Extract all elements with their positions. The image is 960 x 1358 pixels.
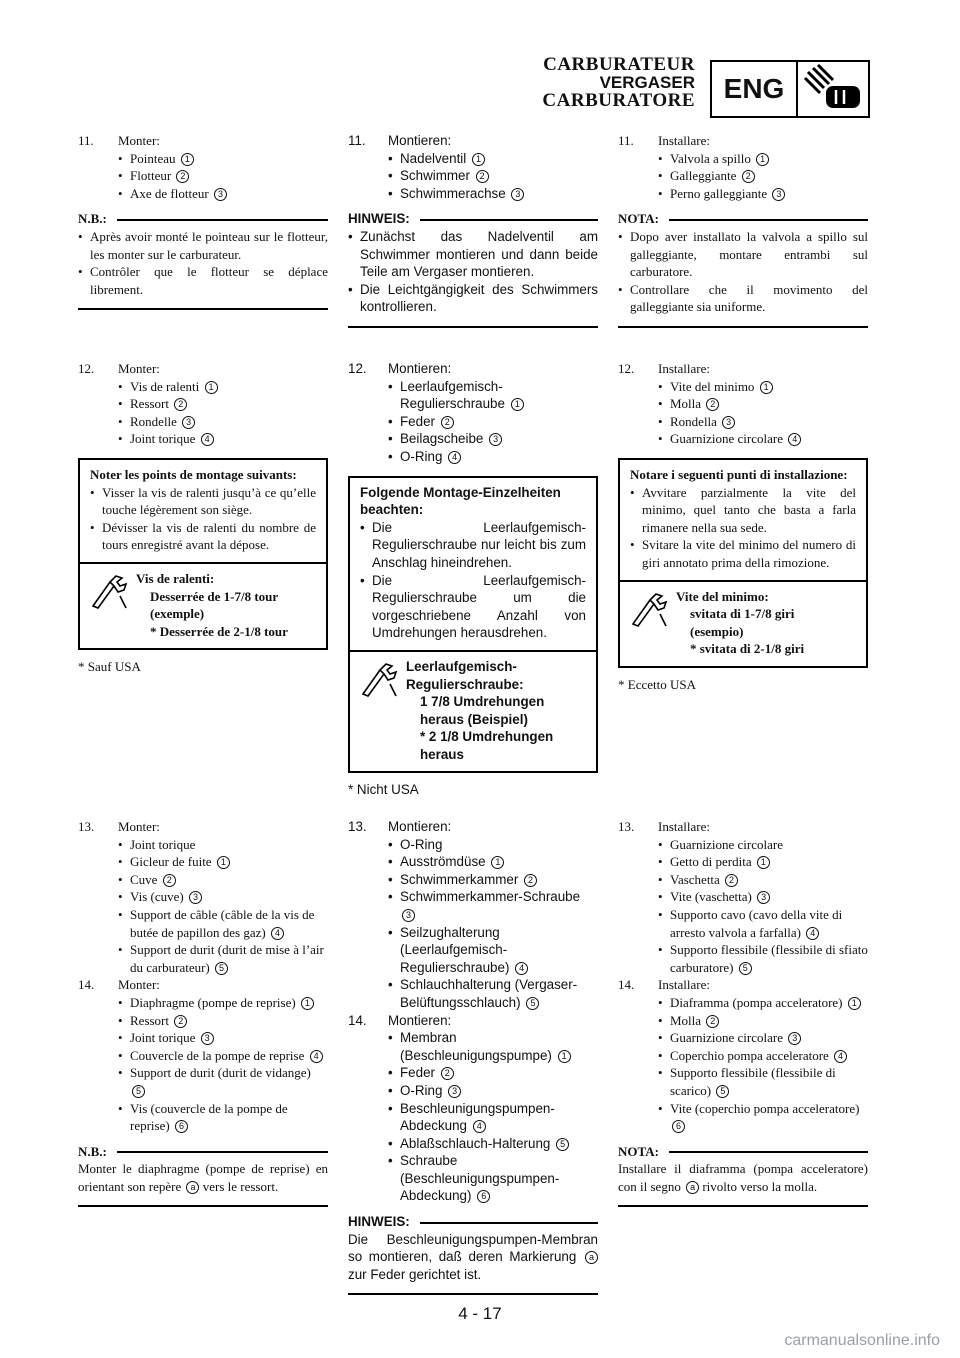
part-item <box>388 924 598 977</box>
spec-line: * Desserrée de 2-1/8 tour <box>150 623 288 639</box>
step-number: 11. <box>348 133 366 148</box>
part-item <box>388 167 598 185</box>
part-ref-number: 2 <box>725 874 738 887</box>
part-ref-number: 2 <box>163 874 176 887</box>
parts-list <box>658 150 868 203</box>
box-item: • Dévisser la vis de ralenti du nombre de tours enregistré avant la dépose. <box>90 519 316 554</box>
procedure-box <box>618 458 868 668</box>
part-ref-number: 6 <box>672 1120 685 1133</box>
spec-title: Vite del minimo: <box>676 588 769 604</box>
part-item <box>388 448 598 466</box>
step-title: Monter: <box>118 361 160 376</box>
part-item <box>388 150 598 168</box>
note-header <box>348 210 598 228</box>
part-ref-number: 4 <box>201 433 214 446</box>
part-name: O-Ring <box>400 448 443 464</box>
part-ref-number: 2 <box>441 416 454 429</box>
part-name: Supporto flessibile (flessibile di sfiato carburatore) <box>670 942 868 975</box>
part-item <box>118 1029 328 1047</box>
part-item <box>658 836 868 854</box>
parts-list <box>658 994 868 1135</box>
step-number: 13. <box>348 819 367 834</box>
part-ref-number: 1 <box>472 153 485 166</box>
part-ref-number: 3 <box>201 1032 214 1045</box>
part-ref-number: 3 <box>722 416 735 429</box>
spec-title: Leerlaufgemisch-Regulierschraube: <box>406 658 524 692</box>
note-item: • Zunächst das Nadelventil am Schwimmer montieren und dann beide Teile am Vergaser montieren. <box>348 228 598 281</box>
note-label: NOTA: <box>618 211 659 227</box>
part-ref-number: 2 <box>524 874 537 887</box>
page-number: 4 - 17 <box>458 1304 502 1323</box>
part-item <box>658 378 868 396</box>
part-ref-number: 1 <box>491 856 504 869</box>
parts-list <box>388 836 598 1012</box>
note-item: • Controllare che il movimento del galleggiante sia uniforme. <box>618 281 868 316</box>
part-name: Vis (couvercle de la pompe de reprise) <box>130 1100 288 1134</box>
mark-ref: a <box>585 1251 598 1264</box>
step-number: 12. <box>618 361 635 376</box>
part-ref-number: 3 <box>182 416 195 429</box>
title-it: CARBURATORE <box>542 90 695 111</box>
spec-text <box>136 570 288 640</box>
step-number: 12. <box>348 361 367 376</box>
part-name: Perno galleggiante <box>670 185 768 201</box>
part-ref-number: 4 <box>515 962 528 975</box>
part-name: Molla <box>670 396 702 412</box>
step-title: Montieren: <box>388 819 452 834</box>
part-item <box>388 836 598 854</box>
note-list <box>348 228 598 316</box>
spec-row <box>350 650 596 772</box>
part-item <box>658 888 868 906</box>
part-item <box>388 1135 598 1153</box>
parts-list <box>118 836 328 977</box>
part-name: Vite (coperchio pompa acceleratore) <box>670 1100 860 1116</box>
part-item <box>118 413 328 431</box>
spec-line: * 2 1/8 Umdrehungen heraus <box>420 729 554 762</box>
part-ref-number: 2 <box>176 170 189 183</box>
part-item <box>658 1100 868 1135</box>
part-name: Pointeau <box>130 150 176 166</box>
note-label: HINWEIS: <box>348 211 410 227</box>
part-name: Leerlaufgemisch-Regulierschraube <box>400 378 505 412</box>
note-end-rule <box>348 326 598 328</box>
part-ref-number: 3 <box>757 891 770 904</box>
part-name: Support de câble (câble de la vis de butée de papillon des gaz) <box>130 906 315 940</box>
part-ref-number: 1 <box>760 381 773 394</box>
step-number: 14. <box>78 977 95 993</box>
section-titles <box>542 56 695 110</box>
part-item <box>118 888 328 906</box>
spec-line: Desserrée de 1-7/8 tour <box>150 588 279 604</box>
column-german <box>348 132 598 328</box>
part-ref-number: 5 <box>215 962 228 975</box>
part-ref-number: 3 <box>402 909 415 922</box>
part-name: Schwimmerkammer-Schraube <box>400 889 581 905</box>
part-ref-number: 3 <box>448 1085 461 1098</box>
part-ref-number: 5 <box>716 1085 729 1098</box>
part-item <box>658 150 868 168</box>
part-item <box>118 378 328 396</box>
part-item <box>658 853 868 871</box>
part-item <box>658 1047 868 1065</box>
note-label: N.B.: <box>78 211 107 227</box>
part-ref-number: 2 <box>174 398 187 411</box>
part-ref-number: 2 <box>706 1015 719 1028</box>
part-item <box>658 413 868 431</box>
part-item <box>118 430 328 448</box>
part-ref-number: 1 <box>757 856 770 869</box>
part-name: Flotteur <box>130 168 172 184</box>
part-ref-number: 5 <box>526 997 539 1010</box>
procedure-box <box>348 476 598 774</box>
part-name: Schlauchhalterung (Vergaser-Belüftungsschlauch) <box>400 977 578 1010</box>
part-name: Joint torique <box>130 1030 196 1046</box>
part-item <box>388 1152 598 1205</box>
spec-text <box>406 658 590 764</box>
part-item <box>388 976 598 1011</box>
box-item: • Die Leerlaufgemisch-Regulierschraube nur leicht bis zum Anschlag hineindrehen. <box>360 519 586 572</box>
step-number: 14. <box>618 977 635 993</box>
note-item: • Contrôler que le flotteur se déplace librement. <box>78 263 328 298</box>
step-title: Montieren: <box>388 361 452 376</box>
column-french-step12 <box>78 360 328 676</box>
note-text <box>348 1231 598 1284</box>
note-item: • Après avoir monté le pointeau sur le flotteur, les monter sur le carburateur. <box>78 228 328 263</box>
note-list <box>78 228 328 298</box>
part-name: Diaframma (pompa acceleratore) <box>670 994 843 1010</box>
part-name: Ausströmdüse <box>400 854 486 870</box>
step-title: Monter: <box>118 133 160 148</box>
part-item <box>388 1082 598 1100</box>
part-ref-number: 4 <box>473 1120 486 1133</box>
part-name: Guarnizione circolare <box>670 836 783 852</box>
parts-list <box>118 378 328 448</box>
parts-list <box>388 1029 598 1205</box>
part-name: Vite del minimo <box>670 378 755 394</box>
mark-ref: a <box>186 1181 199 1194</box>
spec-title: Vis de ralenti: <box>136 570 215 586</box>
note-label: N.B.: <box>78 1143 107 1159</box>
part-item <box>118 395 328 413</box>
step-title: Installare: <box>658 819 710 834</box>
column-italian-step13 <box>618 818 868 1207</box>
part-name: Valvola a spillo <box>670 150 751 166</box>
part-name: Joint torique <box>130 836 196 852</box>
note-text-post: rivolto verso la molla. <box>702 1178 818 1194</box>
note-item: • Die Leichtgängigkeit des Schwimmers kontrollieren. <box>348 281 598 316</box>
part-ref-number: 2 <box>476 170 489 183</box>
note-header <box>78 210 328 228</box>
part-name: Supporto flessibile (flessibile di scarico) <box>670 1065 836 1098</box>
note-end-rule <box>618 1205 868 1207</box>
part-ref-number: 3 <box>189 891 202 904</box>
wrench-icon <box>84 570 136 640</box>
part-item <box>658 430 868 448</box>
part-name: Diaphragme (pompe de reprise) <box>130 994 296 1010</box>
part-ref-number: 6 <box>175 1120 188 1133</box>
part-item <box>658 994 868 1012</box>
part-ref-number: 1 <box>511 398 524 411</box>
step-number: 11. <box>618 133 634 148</box>
part-item <box>388 430 598 448</box>
part-name: Schwimmerkammer <box>400 871 519 887</box>
step-title: Monter: <box>118 819 160 834</box>
parts-list <box>388 378 598 466</box>
part-name: Vite (vaschetta) <box>670 889 752 905</box>
part-name: Galleggiante <box>670 168 737 184</box>
part-ref-number: 2 <box>706 398 719 411</box>
parts-list <box>658 836 868 977</box>
parts-list <box>118 994 328 1135</box>
part-ref-number: 3 <box>489 433 502 446</box>
step-number: 11. <box>78 133 94 148</box>
note-header <box>348 1213 598 1231</box>
step-title: Installare: <box>658 361 710 376</box>
page-header <box>540 50 870 120</box>
wrench-icon <box>624 588 676 658</box>
part-item <box>118 941 328 976</box>
step-number: 12. <box>78 361 95 376</box>
column-german-step12 <box>348 360 598 799</box>
part-name: Guarnizione circolare <box>670 1030 783 1046</box>
part-ref-number: 4 <box>788 433 801 446</box>
part-ref-number: 5 <box>556 1138 569 1151</box>
part-item <box>118 853 328 871</box>
note-header <box>618 210 868 228</box>
note-end-rule <box>348 1293 598 1295</box>
step-title: Installare: <box>658 977 710 993</box>
part-item <box>388 1029 598 1064</box>
note-label: NOTA: <box>618 1143 659 1159</box>
part-item <box>118 1047 328 1065</box>
part-name: Membran (Beschleunigungspumpe) <box>400 1030 552 1063</box>
engine-piston-icon <box>798 62 868 116</box>
part-name: Coperchio pompa acceleratore <box>670 1047 829 1063</box>
part-name: Molla <box>670 1012 702 1028</box>
spec-line: 1 7/8 Umdrehungen heraus (Beispiel) <box>420 694 545 727</box>
part-item <box>118 1064 328 1099</box>
part-name: Ressort <box>130 1012 169 1028</box>
part-ref-number: 4 <box>448 451 461 464</box>
note-list <box>618 228 868 316</box>
part-item <box>658 871 868 889</box>
part-item <box>388 413 598 431</box>
part-item <box>658 1012 868 1030</box>
part-item <box>658 906 868 941</box>
part-ref-number: 1 <box>181 153 194 166</box>
part-name: Cuve <box>130 871 158 887</box>
note-end-rule <box>78 308 328 310</box>
step-number: 13. <box>618 819 635 834</box>
part-ref-number: 2 <box>742 170 755 183</box>
step-11 <box>78 132 328 202</box>
part-name: Vaschetta <box>670 871 720 887</box>
part-name: Beschleunigungspumpen-Abdeckung <box>400 1100 555 1134</box>
part-name: Vis (cuve) <box>130 889 184 905</box>
part-ref-number: 4 <box>310 1050 323 1063</box>
part-item <box>658 167 868 185</box>
spec-line: * svitata di 2-1/8 giri <box>690 641 805 657</box>
spec-text <box>676 588 804 658</box>
parts-list <box>118 150 328 203</box>
note-text-post: vers le ressort. <box>202 1178 279 1194</box>
part-ref-number: 1 <box>301 997 314 1010</box>
part-item <box>658 395 868 413</box>
step-title: Monter: <box>118 977 160 993</box>
mark-ref: a <box>686 1181 699 1194</box>
part-item <box>658 1064 868 1099</box>
part-ref-number: 1 <box>205 381 218 394</box>
part-ref-number: 1 <box>848 997 861 1010</box>
column-italian <box>618 132 868 328</box>
note-header <box>78 1143 328 1161</box>
spec-row <box>80 562 326 648</box>
column-french-step13 <box>78 818 328 1207</box>
part-name: Schraube (Beschleunigungspumpen-Abdeckung) <box>400 1153 560 1204</box>
step-number: 13. <box>78 819 95 834</box>
part-item <box>118 185 328 203</box>
part-name: Ablaßschlauch-Halterung <box>400 1135 551 1151</box>
part-ref-number: 3 <box>788 1032 801 1045</box>
part-item <box>388 378 598 413</box>
box-heading: Noter les points de montage suivants: <box>90 466 297 482</box>
wrench-icon <box>354 658 406 764</box>
step-title: Montieren: <box>388 133 452 148</box>
part-ref-number: 2 <box>174 1015 187 1028</box>
part-ref-number: 1 <box>217 856 230 869</box>
part-item <box>658 1029 868 1047</box>
part-ref-number: 4 <box>806 927 819 940</box>
spec-line: (esempio) <box>690 623 744 639</box>
step-number: 14. <box>348 1012 367 1028</box>
box-heading: Folgende Montage-Einzelheiten beachten: <box>360 484 561 518</box>
part-item <box>658 941 868 976</box>
part-name: O-Ring <box>400 1082 443 1098</box>
box-item: • Die Leerlaufgemisch-Regulierschraube um die vorgeschriebene Anzahl von Umdrehungen herausdrehen. <box>360 572 586 642</box>
part-name: Feder <box>400 1065 435 1081</box>
part-ref-number: 4 <box>834 1050 847 1063</box>
part-item <box>388 185 598 203</box>
part-ref-number: 4 <box>271 927 284 940</box>
part-name: Schwimmerachse <box>400 185 506 201</box>
step-title: Installare: <box>658 133 710 148</box>
part-name: Feder <box>400 413 435 429</box>
note-end-rule <box>78 1205 328 1207</box>
spec-line: svitata di 1-7/8 giri <box>690 606 795 622</box>
part-item <box>118 994 328 1012</box>
part-ref-number: 6 <box>477 1190 490 1203</box>
part-name: Gicleur de fuite <box>130 854 212 870</box>
part-item <box>118 836 328 854</box>
part-item <box>118 906 328 941</box>
part-item <box>118 871 328 889</box>
part-item <box>388 871 598 889</box>
note-item: • Dopo aver installato la valvola a spillo sul galleggiante, montare entrambi sul carburatore. <box>618 228 868 281</box>
note-end-rule <box>618 326 868 328</box>
box-item: • Avvitare parzialmente la vite del minimo, quel tanto che basta a farla rimanere nella sua sede. <box>630 484 856 537</box>
part-item <box>118 150 328 168</box>
watermark: carmanualsonline.info <box>784 1332 940 1349</box>
part-item <box>388 1064 598 1082</box>
part-name: Ressort <box>130 396 169 412</box>
spec-row <box>620 580 866 666</box>
parts-list <box>658 378 868 448</box>
part-name: Support de durit (durit de vidange) <box>130 1065 311 1081</box>
part-name: Rondelle <box>130 413 177 429</box>
column-german-step13 <box>348 818 598 1295</box>
part-item <box>388 1100 598 1135</box>
spec-line: (exemple) <box>150 606 205 622</box>
part-item <box>118 1012 328 1030</box>
footnote: * Sauf USA <box>78 659 141 675</box>
column-french <box>78 132 328 310</box>
eng-badge <box>710 60 870 118</box>
note-text-pre: Die Beschleunigungspumpen-Membran so montieren, daß deren Markierung <box>348 1231 598 1265</box>
note-text <box>618 1160 868 1195</box>
part-ref-number: 2 <box>441 1067 454 1080</box>
part-name: Guarnizione circolare <box>670 431 783 447</box>
note-text-pre: Installare il diaframma (pompa acceleratore) con il segno <box>618 1161 868 1194</box>
step-title: Montieren: <box>388 1012 452 1028</box>
note-text-post: zur Feder gerichtet ist. <box>348 1266 482 1282</box>
part-ref-number: 1 <box>558 1050 571 1063</box>
procedure-box <box>78 458 328 650</box>
footnote: * Eccetto USA <box>618 676 696 692</box>
part-name: Joint torique <box>130 431 196 447</box>
part-name: Supporto cavo (cavo della vite di arresto valvola a farfalla) <box>670 906 843 940</box>
part-name: Seilzughalterung (Leerlaufgemisch-Regulierschraube) <box>400 924 510 975</box>
part-item <box>388 888 598 923</box>
part-name: Getto di perdita <box>670 854 752 870</box>
part-item <box>388 853 598 871</box>
title-de: VERGASER <box>599 73 695 92</box>
note-text <box>78 1160 328 1195</box>
note-text-pre: Monter le diaphragme (pompe de reprise) en orientant son repère <box>78 1161 328 1194</box>
part-name: Schwimmer <box>400 168 470 184</box>
part-ref-number: 3 <box>772 188 785 201</box>
note-label: HINWEIS: <box>348 1214 410 1230</box>
part-name: Support de durit (durit de mise à l’air du carburateur) <box>130 942 324 975</box>
box-item: • Visser la vis de ralenti jusqu’à ce qu’elle touche légèrement son siège. <box>90 484 316 519</box>
part-ref-number: 1 <box>756 153 769 166</box>
part-name: Nadelventil <box>400 150 467 166</box>
box-heading: Notare i seguenti punti di installazione: <box>630 466 848 482</box>
parts-list <box>388 150 598 203</box>
part-item <box>118 1100 328 1135</box>
title-fr: CARBURATEUR <box>543 54 695 75</box>
part-name: Vis de ralenti <box>130 378 200 394</box>
box-item: • Svitare la vite del minimo del numero di giri annotato prima della rimozione. <box>630 536 856 571</box>
note-header <box>618 1143 868 1161</box>
part-ref-number: 5 <box>132 1085 145 1098</box>
part-name: Couvercle de la pompe de reprise <box>130 1047 305 1063</box>
eng-label: ENG <box>712 62 798 116</box>
part-name: Axe de flotteur <box>130 185 209 201</box>
part-name: O-Ring <box>400 836 443 852</box>
footnote: * Nicht USA <box>348 782 419 798</box>
part-ref-number: 3 <box>511 188 524 201</box>
part-name: Rondella <box>670 413 717 429</box>
part-item <box>118 167 328 185</box>
column-italian-step12 <box>618 360 868 694</box>
part-ref-number: 5 <box>739 962 752 975</box>
part-ref-number: 3 <box>214 188 227 201</box>
part-name: Beilagscheibe <box>400 431 484 447</box>
part-item <box>658 185 868 203</box>
